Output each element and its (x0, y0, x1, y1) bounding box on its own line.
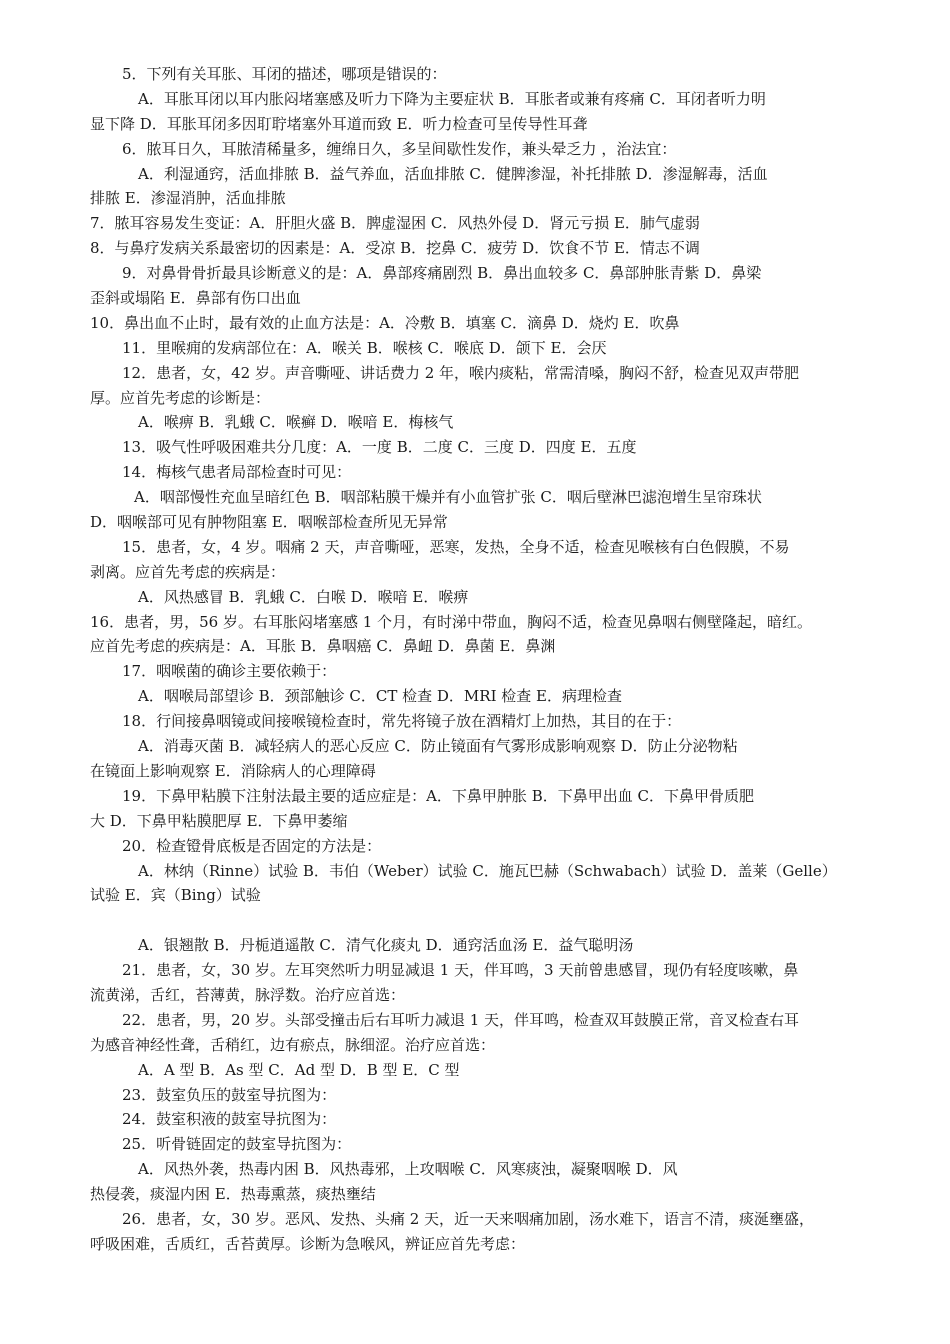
option-line: A．利湿通窍，活血排脓 B．益气养血，活血排脓 C．健脾渗湿，补托排脓 D．渗湿解毒，活血 (138, 164, 768, 183)
document-page (90, 62, 866, 1257)
option-line: 大 D．下鼻甲粘膜肥厚 E．下鼻甲萎缩 (90, 811, 348, 830)
question-line: 15．患者，女，4 岁。咽痛 2 天，声音嘶哑，恶寒，发热，全身不适，检查见喉核有白色假膜，不易 (122, 537, 790, 556)
question-line: 26．患者，女，30 岁。恶风、发热、头痛 2 天，近一天来咽痛加剧，汤水难下，语言不清，痰涎壅盛， (122, 1209, 815, 1228)
option-line: A．风热感冒 B．乳蛾 C．白喉 D．喉喑 E．喉痹 (138, 587, 469, 606)
question-line: 6．脓耳日久，耳脓清稀量多，缠绵日久，多呈间歇性发作，兼头晕乏力 ，治法宜： (122, 139, 677, 158)
question-line: 8．与鼻疗发病关系最密切的因素是：A．受凉 B．挖鼻 C．疲劳 D．饮食不节 E．情志不调 (90, 239, 700, 258)
option-line: A．喉痹 B．乳蛾 C．喉癣 D．喉喑 E．梅核气 (138, 413, 454, 432)
option-line: 热侵袭，痰湿内困 E．热毒熏蒸，痰热壅结 (90, 1185, 376, 1204)
question-line: 呼吸困难，舌质红，舌苔黄厚。诊断为急喉风，辨证应首先考虑： (90, 1234, 526, 1253)
option-line: 歪斜或塌陷 E．鼻部有伤口出血 (90, 289, 301, 308)
question-line: 应首先考虑的疾病是：A．耳胀 B．鼻咽癌 C．鼻衄 D．鼻菌 E．鼻渊 (90, 637, 556, 656)
option-line: A．咽喉局部望诊 B．颈部触诊 C．CT 检查 D．MRI 检查 E．病理检查 (138, 687, 622, 706)
question-line: 11．里喉痈的发病部位在：A．喉关 B．喉核 C．喉底 D．颌下 E．会厌 (122, 338, 607, 357)
question-line: 23．鼓室负压的鼓室导抗图为： (122, 1085, 337, 1104)
question-line: 流黄涕，舌红，苔薄黄，脉浮数。治疗应首选： (90, 985, 406, 1004)
option-line: A．A 型 B．As 型 C．Ad 型 D．B 型 E．C 型 (138, 1060, 460, 1079)
option-line: A．耳胀耳闭以耳内胀闷堵塞感及听力下降为主要症状 B．耳胀者或兼有疼痛 C．耳闭者听力明 (138, 89, 766, 108)
blank-gap (90, 908, 866, 933)
option-line: 在镜面上影响观察 E．消除病人的心理障碍 (90, 761, 376, 780)
question-line: 20．检查镫骨底板是否固定的方法是： (122, 836, 382, 855)
question-line: 7．脓耳容易发生变证：A．肝胆火盛 B．脾虚湿困 C．风热外侵 D．肾元亏损 E．肺气虚弱 (90, 214, 700, 233)
option-line: 试验 E．宾（Bing）试验 (90, 886, 261, 905)
question-line: 14．梅核气患者局部检查时可见： (122, 463, 352, 482)
question-line: 9．对鼻骨骨折最具诊断意义的是：A．鼻部疼痛剧烈 B．鼻出血较多 C．鼻部肿胀青紫 D．鼻梁 (122, 264, 762, 283)
question-line: 5．下列有关耳胀、耳闭的描述，哪项是错误的： (122, 65, 447, 83)
question-line: 16．患者，男，56 岁。右耳胀闷堵塞感 1 个月，有时涕中带血，胸闷不适，检查见鼻咽右侧壁隆起，暗红。 (90, 612, 813, 631)
option-line: A．风热外袭，热毒内困 B．风热毒邪，上攻咽喉 C．风寒痰浊，凝聚咽喉 D．风 (138, 1160, 678, 1179)
option-line: 显下降 D．耳胀耳闭多因耵聍堵塞外耳道而致 E．听力检查可呈传导性耳聋 (90, 114, 588, 133)
question-line: 19．下鼻甲粘膜下注射法最主要的适应症是：A．下鼻甲肿胀 B．下鼻甲出血 C．下鼻甲骨质肥 (122, 786, 754, 805)
option-line: A．消毒灭菌 B．减轻病人的恶心反应 C．防止镜面有气雾形成影响观察 D．防止分泌物粘 (138, 737, 738, 756)
question-line: 17．咽喉菌的确诊主要依赖于： (122, 662, 337, 681)
option-line: D．咽喉部可见有肿物阻塞 E．咽喉部检查所见无异常 (90, 513, 448, 532)
question-line: 18．行间接鼻咽镜或间接喉镜检查时，常先将镜子放在酒精灯上加热，其目的在于： (122, 712, 682, 731)
option-line: A．银翘散 B．丹栀逍遥散 C．清气化痰丸 D．通窍活血汤 E．益气聪明汤 (138, 936, 634, 955)
question-line: 12．患者，女，42 岁。声音嘶哑、讲话费力 2 年，喉内痰粘，常需清嗓，胸闷不舒，检查见双声带肥 (122, 363, 800, 382)
question-line: 13．吸气性呼吸困难共分几度：A．一度 B．二度 C．三度 D．四度 E．五度 (122, 438, 637, 457)
question-line: 22．患者，男，20 岁。头部受撞击后右耳听力减退 1 天，伴耳鸣，检查双耳鼓膜正常，音叉检查右耳 (122, 1010, 800, 1029)
question-line: 为感音神经性聋，舌稍红，边有瘀点，脉细涩。治疗应首选： (90, 1035, 496, 1054)
question-line: 10．鼻出血不止时，最有效的止血方法是：A．冷敷 B．填塞 C．滴鼻 D．烧灼 E．吹鼻 (90, 313, 680, 332)
option-line: A．咽部慢性充血呈暗红色 B．咽部粘膜干燥并有小血管扩张 C．咽后壁淋巴滤泡增生呈帘珠状 (134, 488, 762, 507)
question-line: 厚。应首先考虑的诊断是： (90, 388, 271, 407)
question-line: 24．鼓室积液的鼓室导抗图为： (122, 1110, 337, 1129)
option-line: A．林纳（Rinne）试验 B．韦伯（Weber）试验 C．施瓦巴赫（Schwabach）试验 D．盖莱（Gelle） (138, 861, 837, 880)
question-line: 剥离。应首先考虑的疾病是： (90, 562, 286, 581)
option-line: 排脓 E．渗湿消肿，活血排脓 (90, 189, 286, 208)
question-line: 25．听骨链固定的鼓室导抗图为： (122, 1135, 352, 1154)
question-line: 21．患者，女，30 岁。左耳突然听力明显减退 1 天，伴耳鸣，3 天前曾患感冒，现仍有轻度咳嗽，鼻 (122, 961, 799, 980)
